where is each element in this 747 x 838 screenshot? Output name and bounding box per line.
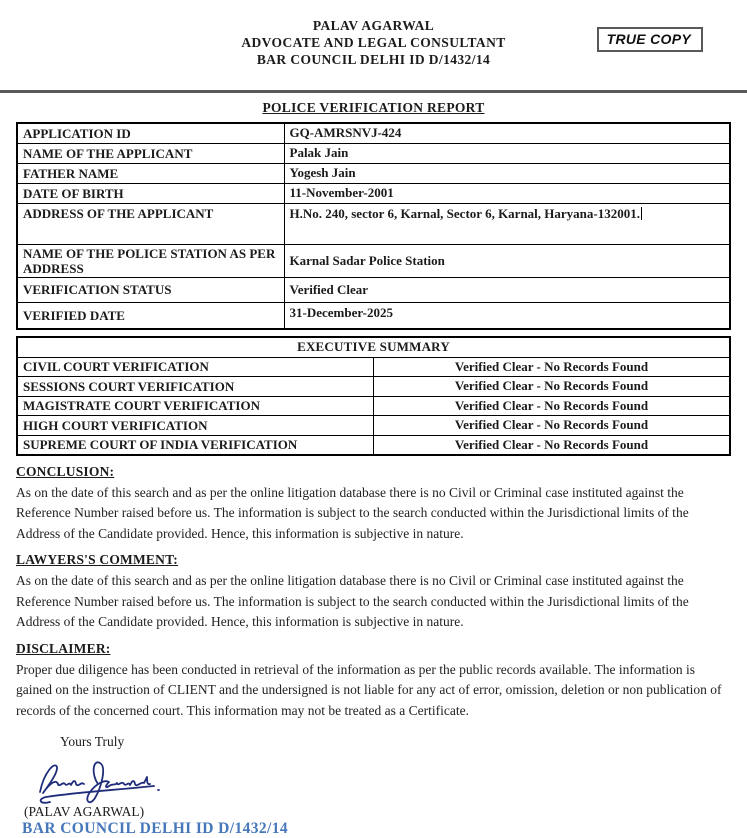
row-label: NAME OF THE POLICE STATION AS PER ADDRESS <box>17 244 284 277</box>
row-label: ADDRESS OF THE APPLICANT <box>17 203 284 244</box>
row-value: Verified Clear - No Records Found <box>374 357 731 377</box>
signature-image <box>30 752 747 808</box>
conclusion-text: As on the date of this search and as per the online litigation database there is no Civil or Criminal case instituted against the Reference Number raised before us. The information is subject to the search conducted within the Jurisdictional limits of the Address of the Candidate provided. Hence, this information is subjective in nature. <box>16 484 689 541</box>
table-row <box>17 416 730 436</box>
row-value: Verified Clear - No Records Found <box>374 435 731 455</box>
disclaimer-text: Proper due diligence has been conducted in retrieval of the information as per the public records available. The information is gained on the instruction of CLIENT and the undersigned is not liable for any act of error, omission, deletion or non publication of records of the concerned court. This information may not be treated as a Certificate. <box>16 661 722 718</box>
horizontal-rule <box>0 90 747 93</box>
row-value: Verified Clear - No Records Found <box>374 377 731 397</box>
letterhead-bar-id: BAR COUNCIL DELHI ID D/1432/14 <box>256 52 491 67</box>
row-label: NAME OF THE APPLICANT <box>17 143 284 163</box>
lawyers-comment-heading: LAWYERS'S COMMENT: <box>16 552 178 567</box>
table-row <box>17 357 730 377</box>
row-value: Verified Clear - No Records Found <box>374 396 731 416</box>
row-value: Yogesh Jain <box>284 163 730 183</box>
text-cursor <box>641 207 642 220</box>
row-value: 31-December-2025 <box>284 302 730 329</box>
table-row <box>17 377 730 397</box>
row-label: VERIFIED DATE <box>17 302 284 329</box>
row-value <box>284 203 730 244</box>
row-label: VERIFICATION STATUS <box>17 277 284 302</box>
signed-name: (PALAV AGARWAL) <box>24 804 145 819</box>
row-value: Verified Clear - No Records Found <box>374 416 731 436</box>
handwritten-signature-icon <box>30 752 170 808</box>
salutation: Yours Truly <box>60 734 125 749</box>
table-row <box>17 277 730 302</box>
row-label: SUPREME COURT OF INDIA VERIFICATION <box>17 435 374 455</box>
table-row <box>17 123 730 143</box>
table-row <box>17 244 730 277</box>
row-value: 11-November-2001 <box>284 183 730 203</box>
row-value: Karnal Sadar Police Station <box>284 244 730 277</box>
table-row <box>17 183 730 203</box>
lawyers-comment-section <box>16 552 731 633</box>
text-sections <box>16 464 731 722</box>
row-label: CIVIL COURT VERIFICATION <box>17 357 374 377</box>
row-value: Palak Jain <box>284 143 730 163</box>
table-row <box>17 163 730 183</box>
row-label: SESSIONS COURT VERIFICATION <box>17 377 374 397</box>
letterhead-name: PALAV AGARWAL <box>312 18 435 33</box>
table-row <box>17 396 730 416</box>
row-label: DATE OF BIRTH <box>17 183 284 203</box>
table-row <box>17 435 730 455</box>
table-row <box>17 203 730 244</box>
executive-summary-table <box>16 336 731 456</box>
disclaimer-section <box>16 641 731 722</box>
row-value: Verified Clear <box>284 277 730 302</box>
address-text: H.No. 240, sector 6, Karnal, Sector 6, Karnal, Haryana-132001. <box>289 205 640 221</box>
letterhead-role: ADVOCATE AND LEGAL CONSULTANT <box>241 35 506 50</box>
disclaimer-heading: DISCLAIMER: <box>16 640 111 656</box>
table-row <box>17 302 730 329</box>
conclusion-section <box>16 464 731 545</box>
applicant-details-table <box>16 122 731 330</box>
row-label: FATHER NAME <box>17 163 284 183</box>
table-header-row <box>17 337 730 357</box>
page-title: POLICE VERIFICATION REPORT <box>262 100 485 115</box>
table-row <box>17 143 730 163</box>
row-label: MAGISTRATE COURT VERIFICATION <box>17 396 374 416</box>
bar-council-id: BAR COUNCIL DELHI ID D/1432/14 <box>22 820 289 837</box>
row-value: GQ-AMRSNVJ-424 <box>284 123 730 143</box>
summary-title: EXECUTIVE SUMMARY <box>17 337 730 357</box>
row-label: HIGH COURT VERIFICATION <box>17 416 374 436</box>
true-copy-stamp: TRUE COPY <box>597 27 703 52</box>
conclusion-heading: CONCLUSION: <box>16 463 115 479</box>
lawyers-comment-text: As on the date of this search and as per the online litigation database there is no Civil or Criminal case instituted against the Reference Number raised before us. The information is subject to the search conducted within the Jurisdictional limits of the Address of the Candidate provided. Hence, this information is subjective in nature. <box>16 573 689 629</box>
row-label: APPLICATION ID <box>17 123 284 143</box>
